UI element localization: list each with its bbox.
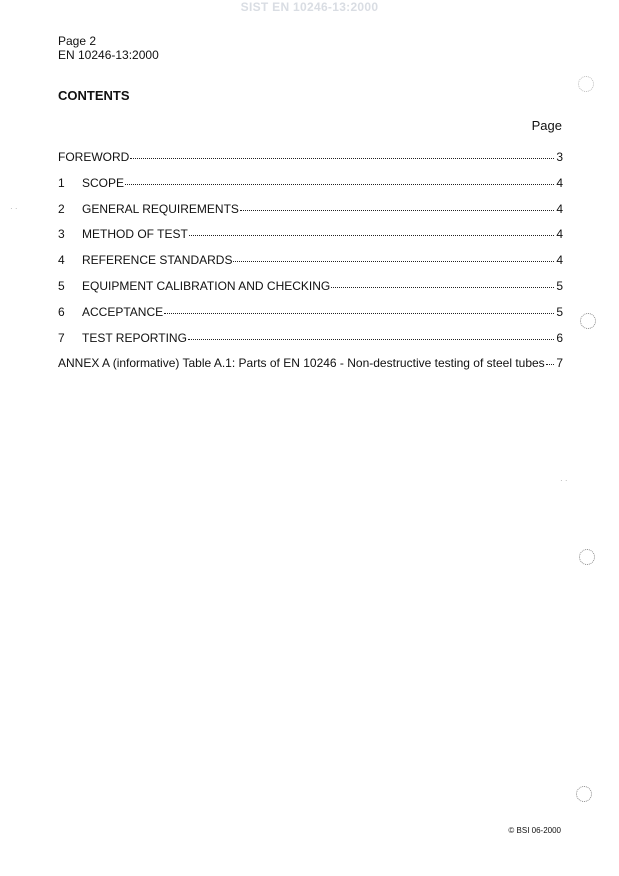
toc-entry-number: 1 — [58, 175, 65, 190]
toc-entry-title: SCOPE — [82, 175, 125, 190]
page-header — [58, 34, 159, 62]
punch-hole-mark — [578, 76, 594, 92]
dot-leader — [546, 364, 554, 365]
dot-leader — [130, 158, 554, 159]
toc-entry-scope[interactable] — [58, 176, 563, 202]
watermark: SIST EN 10246-13:2000 — [240, 0, 379, 14]
toc-entry-title: REFERENCE STANDARDS — [82, 253, 233, 268]
toc-entry-reference-standards[interactable] — [58, 253, 563, 279]
table-of-contents — [58, 150, 563, 382]
document-id: EN 10246-13:2000 — [58, 48, 159, 62]
punch-hole-mark — [579, 549, 595, 565]
toc-entry-page: 5 — [556, 304, 563, 319]
dot-leader — [240, 210, 554, 211]
toc-entry-page: 7 — [556, 356, 563, 371]
toc-entry-method-of-test[interactable] — [58, 227, 563, 253]
punch-hole-mark — [576, 786, 592, 802]
page-number-label: Page 2 — [58, 34, 97, 48]
toc-entry-annex-a[interactable] — [58, 356, 563, 382]
toc-entry-number: 2 — [58, 201, 65, 216]
scan-speck: · · — [10, 204, 18, 213]
toc-entry-page: 5 — [556, 278, 563, 293]
toc-entry-title: FOREWORD — [58, 150, 130, 164]
toc-entry-acceptance[interactable] — [58, 305, 563, 331]
toc-entry-page: 4 — [556, 227, 563, 242]
copyright-footer: © BSI 06-2000 — [508, 826, 561, 835]
toc-entry-number: 5 — [58, 278, 65, 293]
toc-entry-title: ANNEX A (informative) Table A.1: Parts of EN 10246 - Non-destructive testing of steel tubes — [58, 356, 545, 371]
toc-entry-title: EQUIPMENT CALIBRATION AND CHECKING — [82, 278, 331, 293]
dot-leader — [331, 287, 554, 288]
toc-entry-test-reporting[interactable] — [58, 331, 563, 357]
toc-entry-page: 4 — [556, 175, 563, 190]
toc-entry-page: 6 — [556, 330, 563, 345]
scan-speck: · · — [560, 476, 568, 485]
toc-entry-page: 4 — [556, 201, 563, 216]
toc-entry-page: 3 — [556, 150, 563, 164]
dot-leader — [233, 261, 554, 262]
toc-entry-number: 7 — [58, 330, 65, 345]
dot-leader — [164, 313, 554, 314]
toc-entry-foreword[interactable] — [58, 150, 563, 176]
toc-entry-equipment-calibration[interactable] — [58, 279, 563, 305]
toc-entry-page: 4 — [556, 253, 563, 268]
toc-entry-number: 3 — [58, 227, 65, 242]
toc-entry-number: 4 — [58, 253, 65, 268]
toc-entry-general-requirements[interactable] — [58, 202, 563, 228]
dot-leader — [125, 184, 554, 185]
toc-entry-number: 6 — [58, 304, 65, 319]
toc-entry-title: ACCEPTANCE — [82, 304, 164, 319]
toc-entry-title: METHOD OF TEST — [82, 227, 188, 242]
punch-hole-mark — [580, 313, 596, 329]
dot-leader — [189, 235, 554, 236]
page-column-label: Page — [531, 118, 562, 133]
dot-leader — [188, 339, 554, 340]
toc-entry-title: GENERAL REQUIREMENTS — [82, 201, 239, 216]
contents-heading: CONTENTS — [58, 88, 130, 103]
toc-entry-title: TEST REPORTING — [82, 330, 187, 345]
